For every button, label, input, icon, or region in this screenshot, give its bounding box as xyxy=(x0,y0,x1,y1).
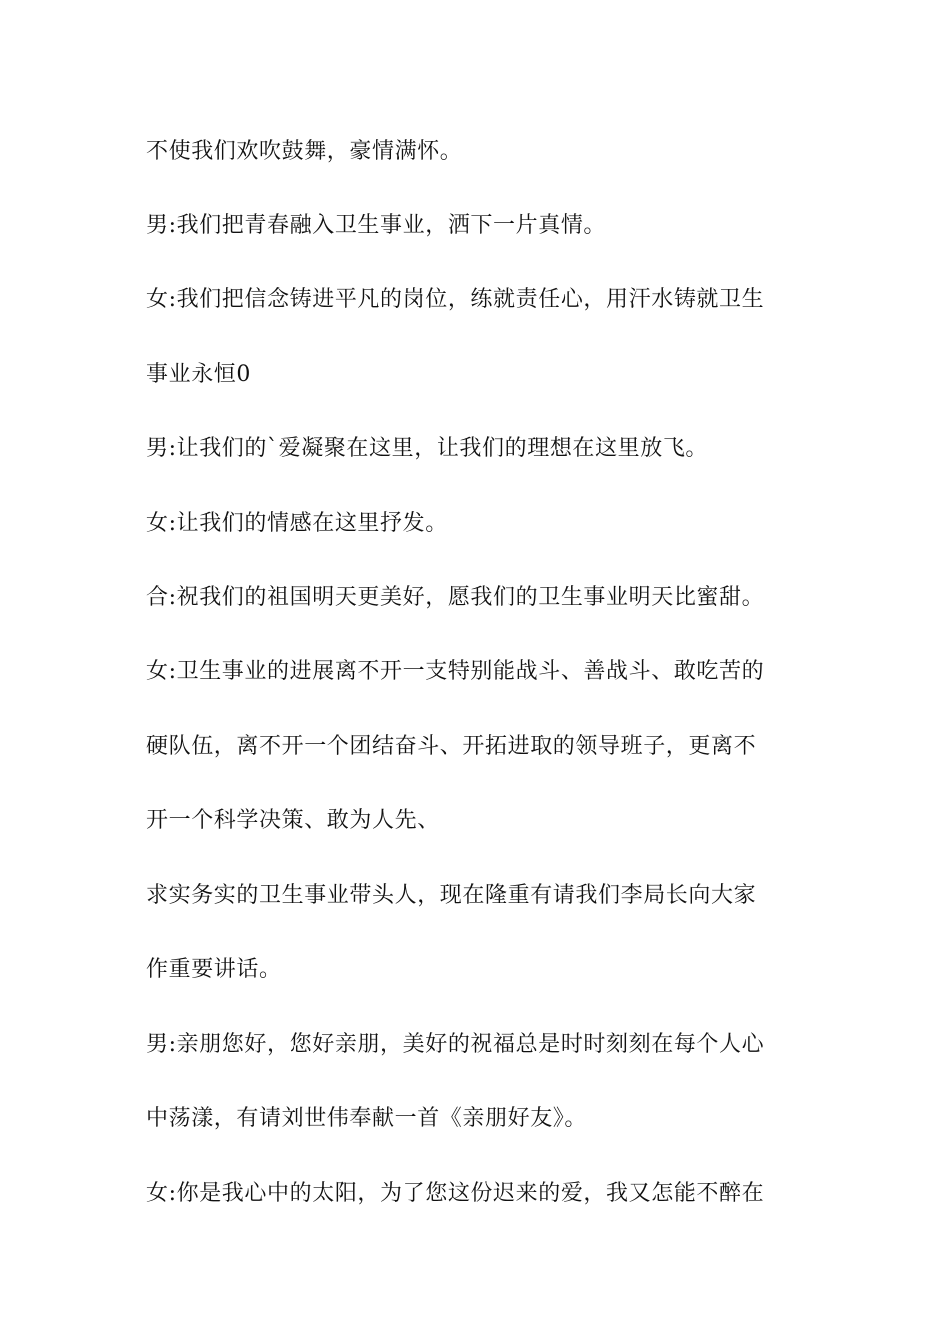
text-line: 女:卫生事业的进展离不开一支特别能战斗、善战斗、敢吃苦的 xyxy=(146,659,765,684)
text-line: 不使我们欢吹鼓舞，豪情满怀。 xyxy=(146,139,463,164)
text-line: 女:你是我心中的太阳，为了您这份迟来的爱，我又怎能不醉在 xyxy=(146,1181,765,1206)
text-line: 合:祝我们的祖国明天更美好，愿我们的卫生事业明天比蜜甜。 xyxy=(146,585,765,610)
text-line: 男:让我们的`爱凝聚在这里，让我们的理想在这里放飞。 xyxy=(146,436,709,461)
text-line: 求实务实的卫生事业带头人，现在隆重有请我们李局长向大家 xyxy=(146,883,757,908)
text-line: 事业永恒0 xyxy=(146,362,251,387)
text-line: 女:我们把信念铸进平凡的岗位，练就责任心，用汗水铸就卫生 xyxy=(146,287,765,312)
text-line: 男:我们把青春融入卫生事业，洒下一片真情。 xyxy=(146,213,607,238)
text-line: 中荡漾，有请刘世伟奉献一首《亲朋好友》。 xyxy=(146,1106,588,1131)
text-line: 硬队伍，离不开一个团结奋斗、开拓进取的领导班子，更离不 xyxy=(146,734,757,759)
text-line: 男:亲朋您好，您好亲朋，美好的祝福总是时时刻刻在每个人心 xyxy=(146,1032,765,1057)
text-line: 女:让我们的情感在这里抒发。 xyxy=(146,511,448,536)
text-line: 开一个科学决策、敢为人先、 xyxy=(146,808,440,833)
text-line: 作重要讲话。 xyxy=(146,957,282,982)
